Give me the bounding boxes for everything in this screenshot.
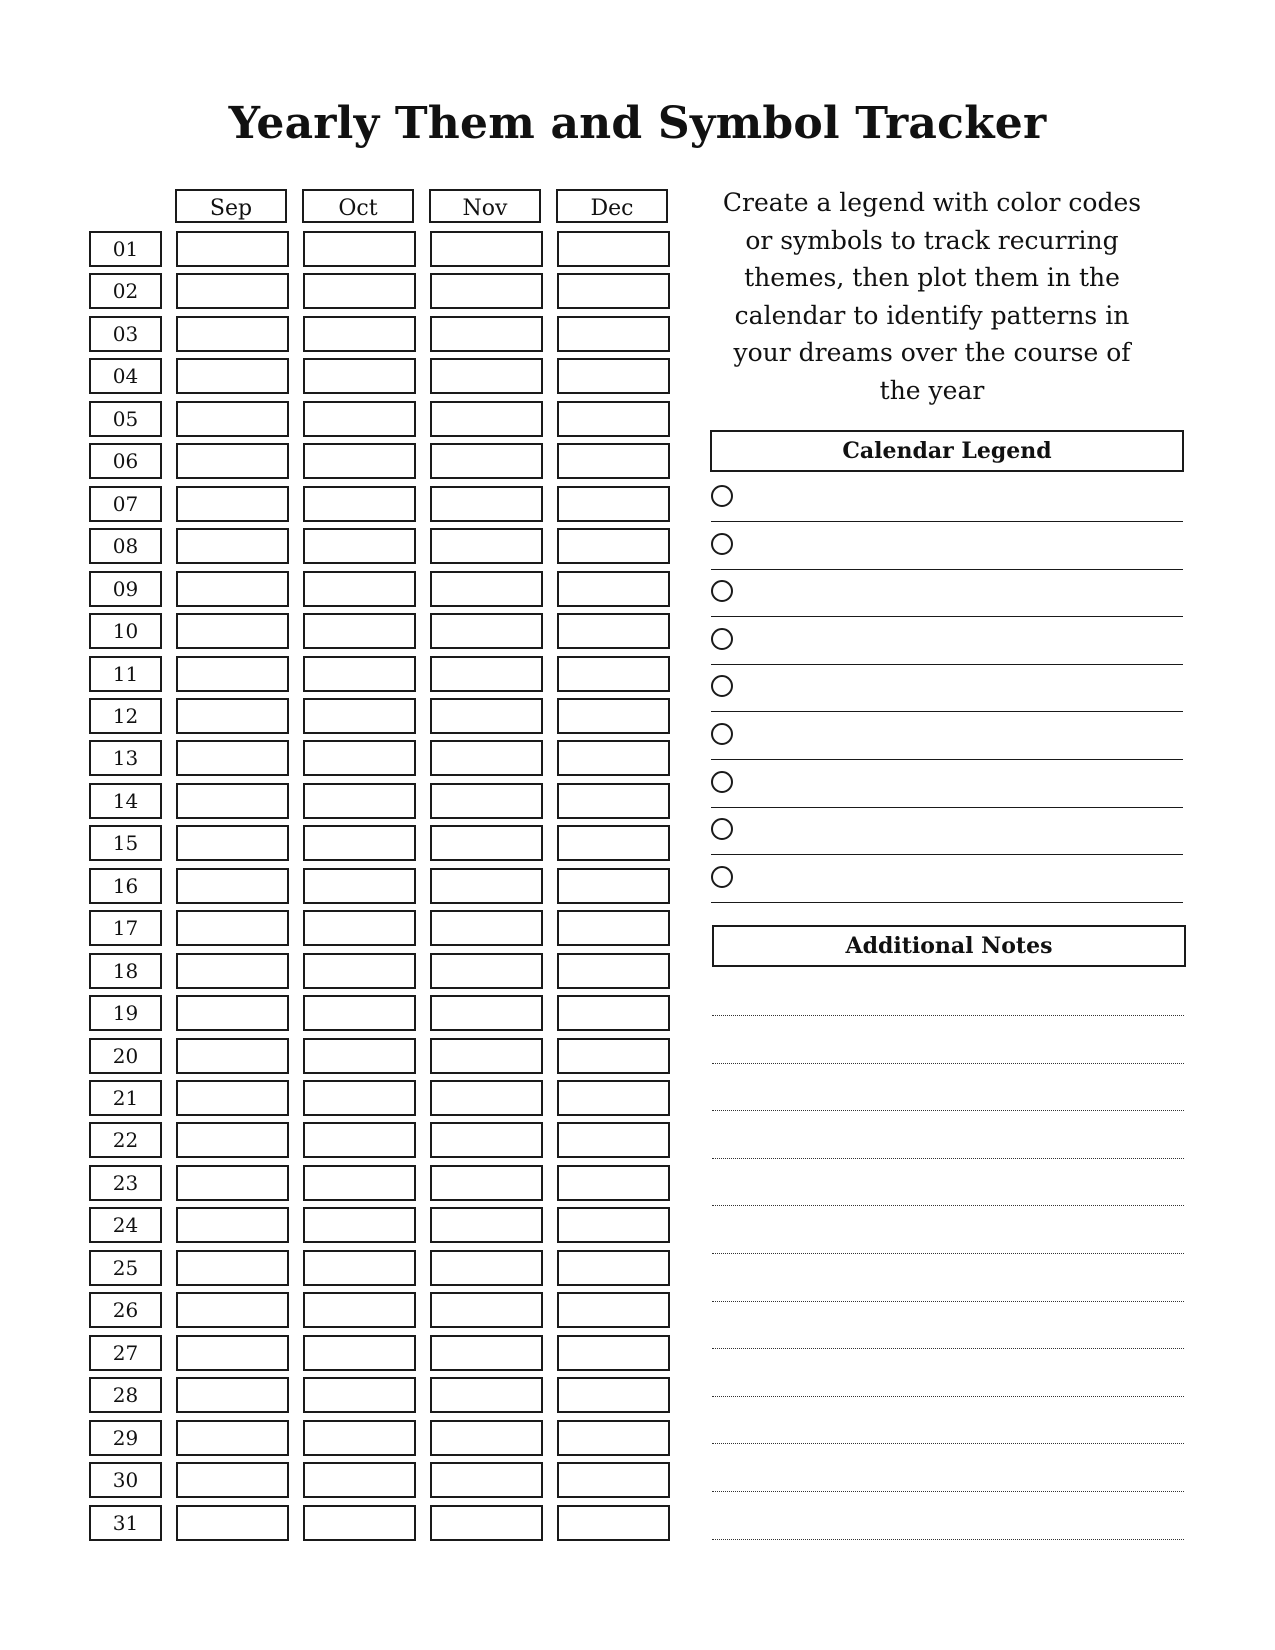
- day-cell-nov-23[interactable]: [430, 1165, 543, 1201]
- day-cell-sep-13[interactable]: [176, 740, 289, 776]
- legend-entry-line[interactable]: [711, 664, 1183, 665]
- day-cell-dec-31[interactable]: [557, 1505, 670, 1541]
- legend-entry-line[interactable]: [711, 616, 1183, 617]
- day-cell-nov-24[interactable]: [430, 1207, 543, 1243]
- day-cell-oct-22[interactable]: [303, 1122, 416, 1158]
- day-cell-dec-21[interactable]: [557, 1080, 670, 1116]
- day-cell-oct-15[interactable]: [303, 825, 416, 861]
- day-label: 01: [89, 231, 162, 267]
- day-label: 29: [89, 1420, 162, 1456]
- day-cell-dec-06[interactable]: [557, 443, 670, 479]
- day-cell-dec-26[interactable]: [557, 1292, 670, 1328]
- day-cell-oct-09[interactable]: [303, 571, 416, 607]
- day-cell-sep-05[interactable]: [176, 401, 289, 437]
- day-cell-nov-20[interactable]: [430, 1038, 543, 1074]
- day-cell-oct-01[interactable]: [303, 231, 416, 267]
- day-label: 31: [89, 1505, 162, 1541]
- day-cell-nov-01[interactable]: [430, 231, 543, 267]
- notes-line[interactable]: [712, 1491, 1184, 1492]
- day-cell-nov-08[interactable]: [430, 528, 543, 564]
- legend-circle-icon[interactable]: [711, 818, 733, 840]
- notes-line[interactable]: [712, 1110, 1184, 1111]
- notes-line[interactable]: [712, 1396, 1184, 1397]
- additional-notes-title: Additional Notes: [712, 925, 1186, 967]
- day-label: 03: [89, 316, 162, 352]
- day-cell-nov-02[interactable]: [430, 273, 543, 309]
- day-cell-nov-12[interactable]: [430, 698, 543, 734]
- day-cell-dec-01[interactable]: [557, 231, 670, 267]
- day-cell-oct-05[interactable]: [303, 401, 416, 437]
- day-cell-nov-14[interactable]: [430, 783, 543, 819]
- day-cell-nov-19[interactable]: [430, 995, 543, 1031]
- day-cell-nov-18[interactable]: [430, 953, 543, 989]
- day-cell-dec-09[interactable]: [557, 571, 670, 607]
- day-cell-sep-08[interactable]: [176, 528, 289, 564]
- day-label: 25: [89, 1250, 162, 1286]
- day-cell-nov-10[interactable]: [430, 613, 543, 649]
- day-cell-sep-15[interactable]: [176, 825, 289, 861]
- day-cell-oct-17[interactable]: [303, 910, 416, 946]
- day-cell-dec-10[interactable]: [557, 613, 670, 649]
- day-cell-dec-11[interactable]: [557, 656, 670, 692]
- day-label: 06: [89, 443, 162, 479]
- day-cell-oct-30[interactable]: [303, 1462, 416, 1498]
- day-label: 27: [89, 1335, 162, 1371]
- day-label: 16: [89, 868, 162, 904]
- day-label: 12: [89, 698, 162, 734]
- day-cell-dec-07[interactable]: [557, 486, 670, 522]
- day-cell-sep-09[interactable]: [176, 571, 289, 607]
- day-cell-sep-31[interactable]: [176, 1505, 289, 1541]
- day-cell-dec-20[interactable]: [557, 1038, 670, 1074]
- day-cell-sep-21[interactable]: [176, 1080, 289, 1116]
- day-label: 15: [89, 825, 162, 861]
- day-cell-nov-13[interactable]: [430, 740, 543, 776]
- day-cell-oct-08[interactable]: [303, 528, 416, 564]
- day-cell-oct-25[interactable]: [303, 1250, 416, 1286]
- day-label: 22: [89, 1122, 162, 1158]
- day-cell-dec-24[interactable]: [557, 1207, 670, 1243]
- day-label: 10: [89, 613, 162, 649]
- day-cell-nov-27[interactable]: [430, 1335, 543, 1371]
- day-label: 30: [89, 1462, 162, 1498]
- legend-circle-icon[interactable]: [711, 628, 733, 650]
- day-cell-sep-14[interactable]: [176, 783, 289, 819]
- day-cell-oct-27[interactable]: [303, 1335, 416, 1371]
- notes-line[interactable]: [712, 1158, 1184, 1159]
- day-cell-nov-30[interactable]: [430, 1462, 543, 1498]
- legend-entry-line[interactable]: [711, 759, 1183, 760]
- day-cell-dec-15[interactable]: [557, 825, 670, 861]
- day-cell-sep-25[interactable]: [176, 1250, 289, 1286]
- day-cell-oct-26[interactable]: [303, 1292, 416, 1328]
- notes-line[interactable]: [712, 1443, 1184, 1444]
- day-cell-oct-13[interactable]: [303, 740, 416, 776]
- day-cell-oct-20[interactable]: [303, 1038, 416, 1074]
- day-cell-nov-16[interactable]: [430, 868, 543, 904]
- day-cell-dec-17[interactable]: [557, 910, 670, 946]
- day-cell-dec-30[interactable]: [557, 1462, 670, 1498]
- day-cell-sep-03[interactable]: [176, 316, 289, 352]
- day-cell-sep-24[interactable]: [176, 1207, 289, 1243]
- month-header-nov: Nov: [429, 189, 541, 223]
- day-cell-oct-12[interactable]: [303, 698, 416, 734]
- day-cell-sep-28[interactable]: [176, 1377, 289, 1413]
- notes-line[interactable]: [712, 1015, 1184, 1016]
- day-cell-oct-07[interactable]: [303, 486, 416, 522]
- day-cell-sep-07[interactable]: [176, 486, 289, 522]
- legend-circle-icon[interactable]: [711, 771, 733, 793]
- day-cell-sep-29[interactable]: [176, 1420, 289, 1456]
- day-label: 19: [89, 995, 162, 1031]
- legend-circle-icon[interactable]: [711, 533, 733, 555]
- day-cell-sep-19[interactable]: [176, 995, 289, 1031]
- legend-circle-icon[interactable]: [711, 866, 733, 888]
- day-cell-oct-29[interactable]: [303, 1420, 416, 1456]
- day-label: 26: [89, 1292, 162, 1328]
- day-cell-oct-18[interactable]: [303, 953, 416, 989]
- day-label: 20: [89, 1038, 162, 1074]
- day-cell-dec-08[interactable]: [557, 528, 670, 564]
- day-cell-sep-18[interactable]: [176, 953, 289, 989]
- day-cell-oct-04[interactable]: [303, 358, 416, 394]
- day-cell-dec-05[interactable]: [557, 401, 670, 437]
- day-cell-sep-10[interactable]: [176, 613, 289, 649]
- day-label: 21: [89, 1080, 162, 1116]
- legend-circle-icon[interactable]: [711, 675, 733, 697]
- day-cell-nov-28[interactable]: [430, 1377, 543, 1413]
- day-cell-sep-16[interactable]: [176, 868, 289, 904]
- day-label: 13: [89, 740, 162, 776]
- legend-entry-line[interactable]: [711, 807, 1183, 808]
- notes-line[interactable]: [712, 1063, 1184, 1064]
- day-cell-dec-22[interactable]: [557, 1122, 670, 1158]
- legend-entry-line[interactable]: [711, 711, 1183, 712]
- legend-circle-icon[interactable]: [711, 580, 733, 602]
- day-cell-nov-05[interactable]: [430, 401, 543, 437]
- day-cell-oct-24[interactable]: [303, 1207, 416, 1243]
- day-label: 24: [89, 1207, 162, 1243]
- day-cell-oct-14[interactable]: [303, 783, 416, 819]
- notes-line[interactable]: [712, 1301, 1184, 1302]
- day-cell-oct-03[interactable]: [303, 316, 416, 352]
- day-cell-sep-02[interactable]: [176, 273, 289, 309]
- day-cell-sep-11[interactable]: [176, 656, 289, 692]
- day-label: 14: [89, 783, 162, 819]
- day-cell-oct-21[interactable]: [303, 1080, 416, 1116]
- day-cell-sep-20[interactable]: [176, 1038, 289, 1074]
- day-cell-nov-31[interactable]: [430, 1505, 543, 1541]
- legend-circle-icon[interactable]: [711, 723, 733, 745]
- day-cell-dec-23[interactable]: [557, 1165, 670, 1201]
- instructions-text: Create a legend with color codes or symbols to track recurring themes, then plot them in the calendar to identify patterns in your dreams over the course of the year: [722, 188, 1142, 405]
- day-cell-nov-11[interactable]: [430, 656, 543, 692]
- day-cell-oct-11[interactable]: [303, 656, 416, 692]
- calendar-legend-title: Calendar Legend: [710, 430, 1184, 472]
- day-cell-dec-03[interactable]: [557, 316, 670, 352]
- day-cell-dec-14[interactable]: [557, 783, 670, 819]
- day-cell-oct-02[interactable]: [303, 273, 416, 309]
- day-cell-oct-10[interactable]: [303, 613, 416, 649]
- day-cell-nov-21[interactable]: [430, 1080, 543, 1116]
- page-title: Yearly Them and Symbol Tracker: [228, 98, 1047, 149]
- day-cell-sep-12[interactable]: [176, 698, 289, 734]
- day-label: 08: [89, 528, 162, 564]
- day-cell-sep-06[interactable]: [176, 443, 289, 479]
- day-cell-sep-22[interactable]: [176, 1122, 289, 1158]
- day-cell-oct-16[interactable]: [303, 868, 416, 904]
- notes-line[interactable]: [712, 1205, 1184, 1206]
- day-cell-sep-26[interactable]: [176, 1292, 289, 1328]
- day-cell-dec-27[interactable]: [557, 1335, 670, 1371]
- day-cell-sep-27[interactable]: [176, 1335, 289, 1371]
- day-cell-nov-09[interactable]: [430, 571, 543, 607]
- day-cell-dec-13[interactable]: [557, 740, 670, 776]
- day-cell-dec-18[interactable]: [557, 953, 670, 989]
- day-label: 09: [89, 571, 162, 607]
- day-label: 07: [89, 486, 162, 522]
- month-header-sep: Sep: [175, 189, 287, 223]
- day-label: 17: [89, 910, 162, 946]
- day-cell-nov-25[interactable]: [430, 1250, 543, 1286]
- notes-line[interactable]: [712, 1539, 1184, 1540]
- day-cell-oct-06[interactable]: [303, 443, 416, 479]
- day-cell-nov-04[interactable]: [430, 358, 543, 394]
- day-label: 18: [89, 953, 162, 989]
- day-label: 04: [89, 358, 162, 394]
- day-cell-nov-07[interactable]: [430, 486, 543, 522]
- day-cell-nov-17[interactable]: [430, 910, 543, 946]
- legend-entry-line[interactable]: [711, 854, 1183, 855]
- legend-circle-icon[interactable]: [711, 485, 733, 507]
- day-label: 28: [89, 1377, 162, 1413]
- day-cell-sep-23[interactable]: [176, 1165, 289, 1201]
- day-cell-nov-29[interactable]: [430, 1420, 543, 1456]
- day-cell-dec-12[interactable]: [557, 698, 670, 734]
- day-cell-dec-19[interactable]: [557, 995, 670, 1031]
- day-cell-sep-17[interactable]: [176, 910, 289, 946]
- day-cell-sep-04[interactable]: [176, 358, 289, 394]
- legend-entry-line[interactable]: [711, 569, 1183, 570]
- day-cell-nov-15[interactable]: [430, 825, 543, 861]
- legend-entry-line[interactable]: [711, 521, 1183, 522]
- legend-entry-line[interactable]: [711, 902, 1183, 903]
- month-header-dec: Dec: [556, 189, 668, 223]
- day-cell-oct-23[interactable]: [303, 1165, 416, 1201]
- day-cell-dec-28[interactable]: [557, 1377, 670, 1413]
- day-cell-oct-28[interactable]: [303, 1377, 416, 1413]
- day-label: 05: [89, 401, 162, 437]
- day-cell-nov-26[interactable]: [430, 1292, 543, 1328]
- day-cell-dec-02[interactable]: [557, 273, 670, 309]
- day-cell-dec-25[interactable]: [557, 1250, 670, 1286]
- month-header-oct: Oct: [302, 189, 414, 223]
- day-cell-nov-03[interactable]: [430, 316, 543, 352]
- day-cell-dec-29[interactable]: [557, 1420, 670, 1456]
- day-cell-dec-16[interactable]: [557, 868, 670, 904]
- day-cell-nov-22[interactable]: [430, 1122, 543, 1158]
- day-cell-dec-04[interactable]: [557, 358, 670, 394]
- day-cell-sep-30[interactable]: [176, 1462, 289, 1498]
- day-cell-nov-06[interactable]: [430, 443, 543, 479]
- notes-line[interactable]: [712, 1253, 1184, 1254]
- notes-line[interactable]: [712, 1348, 1184, 1349]
- day-label: 02: [89, 273, 162, 309]
- day-label: 23: [89, 1165, 162, 1201]
- day-cell-sep-01[interactable]: [176, 231, 289, 267]
- day-cell-oct-31[interactable]: [303, 1505, 416, 1541]
- day-cell-oct-19[interactable]: [303, 995, 416, 1031]
- day-label: 11: [89, 656, 162, 692]
